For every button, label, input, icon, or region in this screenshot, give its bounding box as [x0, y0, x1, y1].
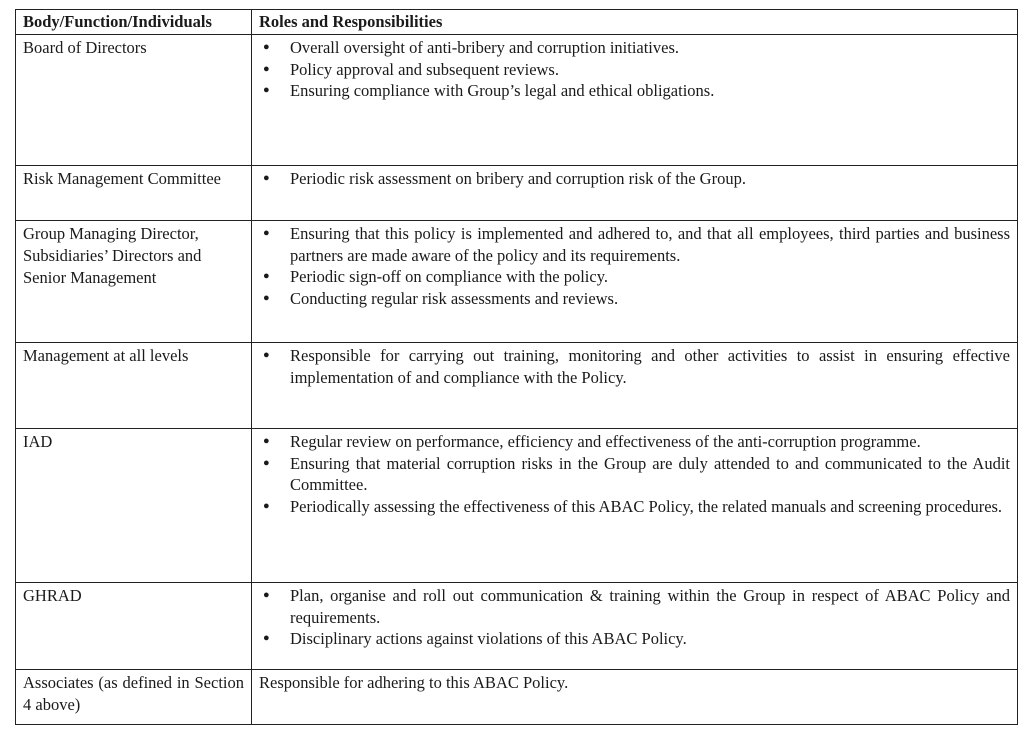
list-item: ● Periodic risk assessment on bribery and corruption risk of the Group. [259, 168, 1010, 190]
row-body-name: Group Managing Director, Subsidiaries’ Directors and Senior Management [16, 221, 252, 343]
list-item: ● Disciplinary actions against violations of this ABAC Policy. [259, 628, 1010, 650]
table-row [16, 166, 1018, 221]
table-row [16, 583, 1018, 670]
responsibility-list [259, 223, 1010, 309]
row-responsibilities: Responsible for adhering to this ABAC Policy. [252, 670, 1018, 725]
table-row [16, 35, 1018, 166]
row-responsibilities [252, 35, 1018, 166]
table-row [16, 221, 1018, 343]
row-responsibilities [252, 429, 1018, 583]
list-item: ● Plan, organise and roll out communication & training within the Group in respect of ABAC Policy and requirements. [259, 585, 1010, 628]
row-body-name: Risk Management Committee [16, 166, 252, 221]
list-item: ● Responsible for carrying out training, monitoring and other activities to assist in ensuring effective implementation of and compliance with the Policy. [259, 345, 1010, 388]
table-row [16, 670, 1018, 725]
row-body-name: GHRAD [16, 583, 252, 670]
list-item: ● Policy approval and subsequent reviews. [259, 59, 1010, 81]
responsibility-list [259, 345, 1010, 388]
table-row [16, 343, 1018, 429]
list-item: ● Conducting regular risk assessments and reviews. [259, 288, 1010, 310]
row-body-name: Associates (as defined in Section 4 above) [16, 670, 252, 725]
row-responsibilities [252, 583, 1018, 670]
row-body-name: Management at all levels [16, 343, 252, 429]
responsibility-list [259, 168, 1010, 190]
responsibility-list [259, 431, 1010, 517]
table-row [16, 429, 1018, 583]
roles-table [15, 9, 1018, 725]
row-body-name: IAD [16, 429, 252, 583]
list-item: ● Regular review on performance, efficiency and effectiveness of the anti-corruption programme. [259, 431, 1010, 453]
row-responsibilities [252, 221, 1018, 343]
row-responsibilities [252, 166, 1018, 221]
list-item: ● Periodically assessing the effectiveness of this ABAC Policy, the related manuals and screening procedures. [259, 496, 1010, 518]
list-item: ● Ensuring that material corruption risks in the Group are duly attended to and communicated to the Audit Committee. [259, 453, 1010, 496]
responsibility-list [259, 37, 1010, 102]
list-item: ● Ensuring compliance with Group’s legal and ethical obligations. [259, 80, 1010, 102]
list-item: ● Ensuring that this policy is implemented and adhered to, and that all employees, third parties and business partners are made aware of the policy and its requirements. [259, 223, 1010, 266]
header-row [16, 10, 1018, 35]
list-item: ● Overall oversight of anti-bribery and corruption initiatives. [259, 37, 1010, 59]
header-body-function: Body/Function/Individuals [16, 10, 252, 35]
responsibility-list [259, 585, 1010, 650]
row-responsibilities [252, 343, 1018, 429]
list-item: ● Periodic sign-off on compliance with the policy. [259, 266, 1010, 288]
header-roles-responsibilities: Roles and Responsibilities [252, 10, 1018, 35]
row-body-name: Board of Directors [16, 35, 252, 166]
